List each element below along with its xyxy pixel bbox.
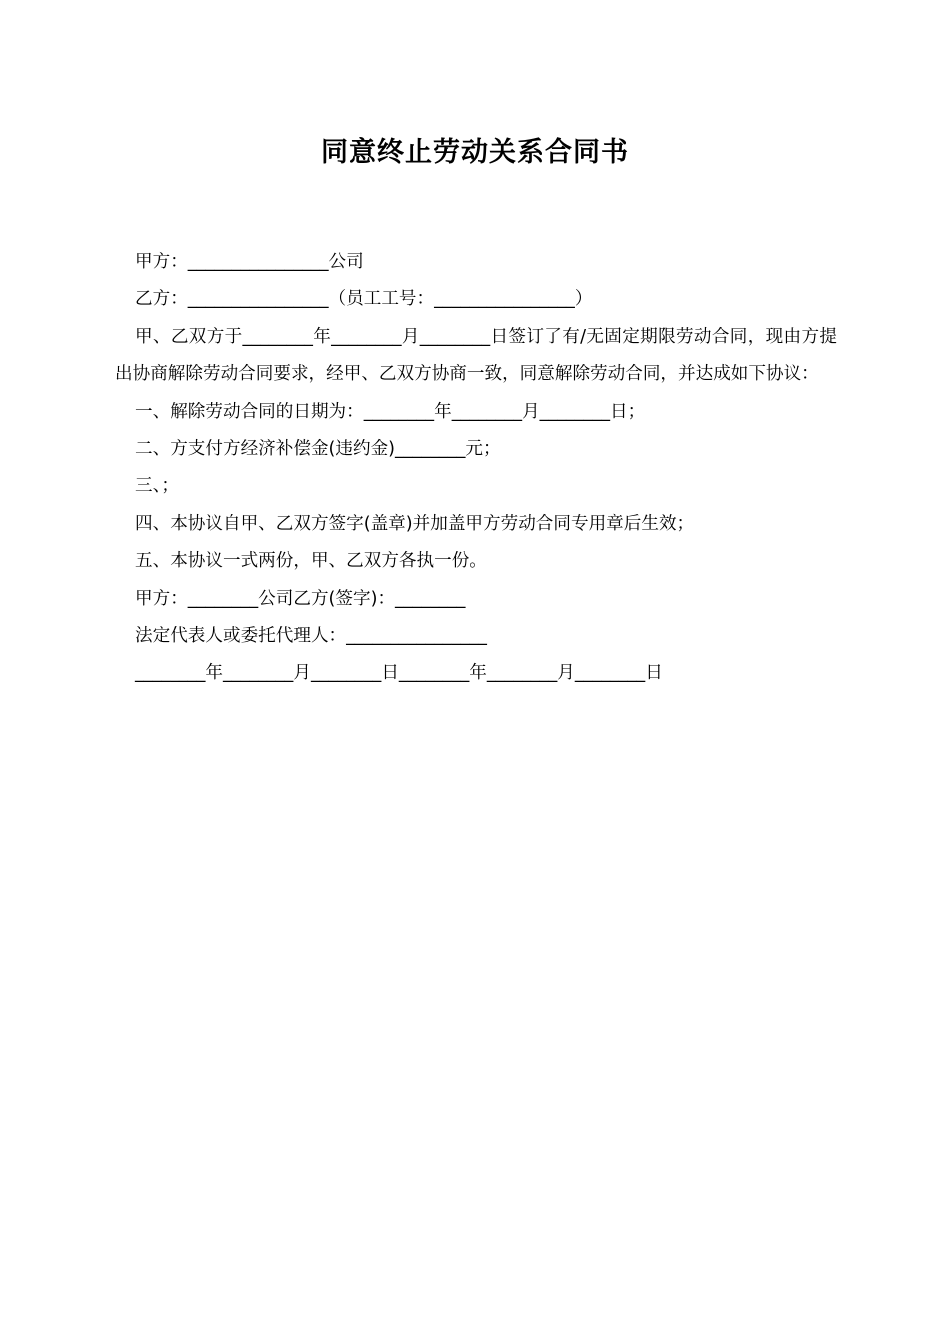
clause-2: 二、方支付方经济补偿金(违约金)________元； bbox=[135, 439, 501, 460]
party-b-line: 乙方：________________（员工工号：________________） bbox=[135, 289, 593, 310]
signature-line: 甲方：________公司乙方(签字)：________ bbox=[135, 588, 466, 609]
legal-representative-line: 法定代表人或委托代理人：________________ bbox=[135, 626, 487, 647]
clause-4: 四、本协议自甲、乙双方签字(盖章)并加盖甲方劳动合同专用章后生效； bbox=[135, 513, 695, 534]
date-line: ________年________月________日________年________月________日 bbox=[135, 663, 663, 684]
party-a-line: 甲方：________________公司 bbox=[135, 252, 364, 272]
clause-5: 五、本协议一式两份，甲、乙双方各执一份。 bbox=[135, 551, 487, 572]
document-title: 同意终止劳动关系合同书 bbox=[321, 137, 629, 168]
clause-1: 一、解除劳动合同的日期为：________年________月________日； bbox=[135, 401, 646, 422]
clause-3: 三、； bbox=[135, 476, 179, 497]
agreement-intro-paragraph: 甲、乙双方于________年________月________日签订了有/无固定期限劳动合同，现由方提出协商解除劳动合同要求，经甲、乙双方协商一致，同意解除劳动合同，并达成如下协议： bbox=[115, 326, 837, 385]
document-body bbox=[115, 244, 837, 693]
